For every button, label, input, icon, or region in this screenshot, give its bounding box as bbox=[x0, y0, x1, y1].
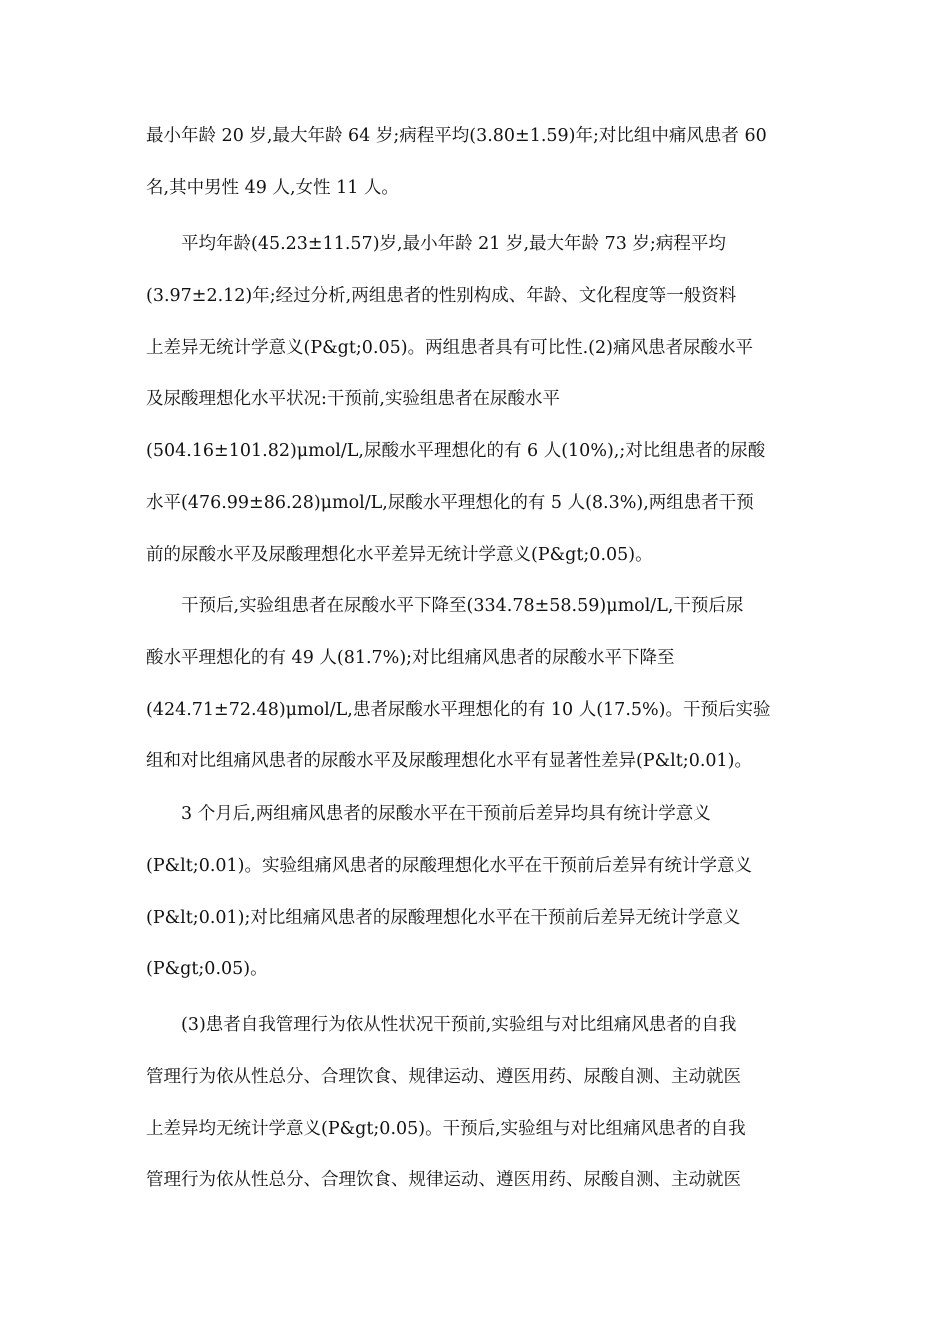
paragraph-1 bbox=[146, 111, 811, 215]
text-line: (3)患者自我管理行为依从性状况干预前,实验组与对比组痛风患者的自我 bbox=[181, 1015, 737, 1035]
text-line: (P&lt;0.01)。实验组痛风患者的尿酸理想化水平在干预前后差异有统计学意义 bbox=[146, 855, 752, 876]
text-line: (504.16±101.82)μmol/L,尿酸水平理想化的有 6 人(10%),;对比组患者的尿酸 bbox=[146, 441, 766, 462]
text-line: 组和对比组痛风患者的尿酸水平及尿酸理想化水平有显著性差异(P&lt;0.01)。 bbox=[146, 751, 752, 772]
text-line: 水平(476.99±86.28)μmol/L,尿酸水平理想化的有 5 人(8.3%),两组患者干预 bbox=[146, 492, 754, 513]
paragraph-5 bbox=[146, 1000, 811, 1207]
text-line: (3.97±2.12)年;经过分析,两组患者的性别构成、年龄、文化程度等一般资料 bbox=[146, 285, 737, 306]
text-line: 上差异均无统计学意义(P&gt;0.05)。干预后,实验组与对比组痛风患者的自我 bbox=[146, 1118, 746, 1139]
text-line: 3 个月后,两组痛风患者的尿酸水平在干预前后差异均具有统计学意义 bbox=[181, 804, 711, 824]
text-line: 管理行为依从性总分、合理饮食、规律运动、遵医用药、尿酸自测、主动就医 bbox=[146, 1170, 741, 1191]
text-line: 管理行为依从性总分、合理饮食、规律运动、遵医用药、尿酸自测、主动就医 bbox=[146, 1066, 741, 1087]
text-line: 酸水平理想化的有 49 人(81.7%);对比组痛风患者的尿酸水平下降至 bbox=[146, 647, 675, 668]
text-line: (P&gt;0.05)。 bbox=[146, 959, 268, 980]
text-line: (424.71±72.48)μmol/L,患者尿酸水平理想化的有 10 人(17.5%)。干预后实验 bbox=[146, 699, 771, 720]
text-line: 最小年龄 20 岁,最大年龄 64 岁;病程平均(3.80±1.59)年;对比组中痛风患者 60 bbox=[146, 126, 767, 146]
text-line: 干预后,实验组患者在尿酸水平下降至(334.78±58.59)μmol/L,干预后尿 bbox=[181, 596, 744, 616]
text-line: 前的尿酸水平及尿酸理想化水平差异无统计学意义(P&gt;0.05)。 bbox=[146, 544, 653, 565]
text-line: 上差异无统计学意义(P&gt;0.05)。两组患者具有可比性.(2)痛风患者尿酸水平 bbox=[146, 337, 753, 358]
paragraph-2 bbox=[146, 219, 811, 582]
paragraph-4 bbox=[146, 789, 811, 996]
paragraph-3 bbox=[146, 581, 811, 788]
text-line: 名,其中男性 49 人,女性 11 人。 bbox=[146, 177, 399, 198]
text-line: 及尿酸理想化水平状况:干预前,实验组患者在尿酸水平 bbox=[146, 389, 560, 410]
text-line: 平均年龄(45.23±11.57)岁,最小年龄 21 岁,最大年龄 73 岁;病程平均 bbox=[181, 234, 726, 254]
text-line: (P&lt;0.01);对比组痛风患者的尿酸理想化水平在干预前后差异无统计学意义 bbox=[146, 907, 741, 928]
